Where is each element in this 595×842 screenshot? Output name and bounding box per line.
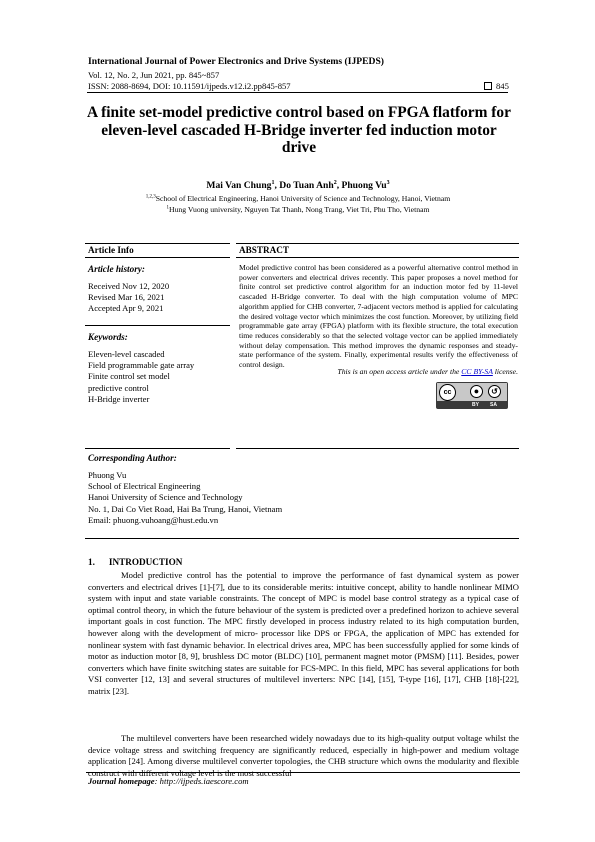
square-icon — [484, 82, 492, 90]
keyword: predictive control — [88, 382, 149, 393]
author-list — [88, 180, 508, 191]
intro-paragraph: Model predictive control has the potential to improve the performance of fast dynamical system as power converters and electrical drives [1]-[7], due to its considerable merits: intuitive concept, ability to handle nonlinear MIMO system with input and state variable constraints. The concept of MPC is model base control strategy as a typical case of optimal control theory, in which the future behaviour of the system is predicted over a predefined horizon to achieve several important goals in cost function. The MPC firstly developed in process industry related to its high computation burden, however along with the development of micro- processor like DPS or FPGA, the application of MPC has extended for nonlinear system with fast dynamic behavior. In electrical drives area, MPC has been successfully applied for some kinds of motor as induction motor [8, 9], brushless DC motor (BLDC) [10], permanent magnet motor (PMSM) [11]. Besides, power converters which have finite switching states are suitable for FCS-MPC. In this field, MPC has several applications for both VSI converter [12, 13] and several structures of multilevel inverters: NPC [14], [15], T-type [16], [17], CHB [18]-[22], matrix [23]. — [88, 570, 519, 696]
license-line — [239, 367, 518, 376]
corresponding-block — [88, 470, 282, 526]
footer-label: Journal homepage — [88, 776, 155, 786]
affiliation-text: School of Electrical Engineering, Hanoi University of Science and Technology, Hanoi, Vietnam — [155, 194, 451, 203]
section-title: INTRODUCTION — [108, 557, 183, 567]
keyword: Field programmable gate array — [88, 360, 195, 371]
footer-rule — [86, 772, 520, 773]
corresponding-line: School of Electrical Engineering — [88, 481, 201, 492]
corresponding-line: No. 1, Dai Co Viet Road, Hai Ba Trung, Hanoi, Vietnam — [88, 503, 283, 514]
issn-doi: ISSN: 2088-8694, DOI: 10.11591/ijpeds.v12.i2.pp845-857 — [88, 81, 291, 91]
license-prefix: This is an open access article under the — [337, 367, 462, 376]
keywords-heading: Keywords: — [88, 332, 128, 342]
author-name: Phuong Vu — [341, 180, 387, 192]
history-item: Received Nov 12, 2020 — [88, 281, 170, 291]
affiliation — [88, 205, 508, 214]
author-separator: , — [336, 180, 342, 192]
section-heading — [88, 557, 182, 567]
affiliation-text: Hung Vuong university, Nguyen Tat Thanh, Nong Trang, Viet Tri, Phu Tho, Vietnam — [169, 205, 430, 214]
corresponding-line: Email: phuong.vuhoang@hust.edu.vn — [88, 514, 219, 525]
rule — [236, 257, 519, 258]
license-suffix: license. — [492, 367, 518, 376]
author-sup: 2 — [333, 180, 337, 186]
affiliation — [88, 194, 508, 203]
footer-homepage — [88, 776, 249, 786]
author-sup: 1 — [271, 180, 275, 186]
keyword: H-Bridge inverter — [88, 393, 150, 404]
paper-title: A finite set-model predictive control based on FPGA flatform for eleven-level cascaded H-Bridge inverter fed induction motor drive — [87, 104, 511, 157]
sa-share-icon: ↺ — [488, 385, 501, 398]
rule — [85, 448, 230, 449]
abstract-heading: ABSTRACT — [239, 245, 290, 255]
footer-url[interactable]: http://ijpeds.iaescore.com — [159, 776, 249, 786]
license-link[interactable]: CC BY-SA — [461, 367, 493, 376]
intro-paragraph: The multilevel converters have been researched widely nowadays due to its high-quality output voltage whilst the device voltage stress and switching frequency are significantly reduced, especially in high-power and medium voltage application [24]. Among diverse multilevel converter topologies, the CHB structure which owns the modularity and flexible construct with different voltage level is the most successful — [88, 733, 519, 778]
corresponding-line: Phuong Vu — [88, 470, 127, 480]
header-rule — [87, 92, 508, 93]
history-item: Accepted Apr 9, 2021 — [88, 303, 164, 314]
corresponding-line: Hanoi University of Science and Technology — [88, 492, 243, 503]
article-info-heading: Article Info — [88, 245, 134, 255]
page-number: 845 — [496, 81, 509, 91]
author-name: Mai Van Chung — [206, 180, 272, 192]
author-separator: , — [274, 180, 280, 192]
rule — [236, 448, 519, 449]
rule — [85, 538, 519, 539]
abstract-rule — [236, 243, 519, 244]
author-name: Do Tuan Anh — [279, 180, 334, 192]
rule — [85, 257, 230, 258]
rule — [85, 325, 230, 326]
journal-name: International Journal of Power Electronics and Drive Systems (IJPEDS) — [88, 56, 384, 67]
by-person-icon: ● — [470, 385, 483, 398]
volume-info: Vol. 12, No. 2, Jun 2021, pp. 845~857 — [88, 70, 220, 80]
article-info-rule — [85, 243, 230, 244]
abstract-text: Model predictive control has been considered as a powerful alternative control method in power converters and electrical drives recently. This paper proposes a novel method for finite control set predictive control algorithm for an induction motor fed by 11-level cascaded H-Bridge converter. To deal with the high computation volume of MPC algorithm applied for CHB converter, 7-adjacent vectors method is applied for calculating the desired voltage vector which minimizes the cost function. Moreover, by utilizing field programmable gate array (FPGA) platform with its flexible structure, the total execution time reduces considerably so that the selected voltage vector can be applied immediately without delay compensation. This method improves the dynamic responses and steady- state performance of the system. Finally, experimental results verify the effectiveness of control design. — [239, 263, 518, 370]
affiliation-sup: 1 — [166, 205, 170, 211]
cc-icon: cc — [439, 384, 456, 401]
section-number: 1. — [88, 557, 95, 567]
affiliation-sup: 1,2,3 — [145, 194, 156, 200]
sa-label: SA — [490, 402, 497, 408]
author-sup: 3 — [386, 180, 390, 186]
corresponding-heading: Corresponding Author: — [88, 453, 177, 463]
history-list — [88, 281, 169, 315]
footer-colon: : — [154, 776, 160, 786]
keyword-list — [88, 349, 194, 405]
keyword: Eleven-level cascaded — [88, 349, 165, 359]
keyword: Finite control set model — [88, 371, 170, 382]
history-heading: Article history: — [88, 264, 145, 274]
history-item: Revised Mar 16, 2021 — [88, 292, 165, 303]
by-label: BY — [472, 402, 479, 408]
